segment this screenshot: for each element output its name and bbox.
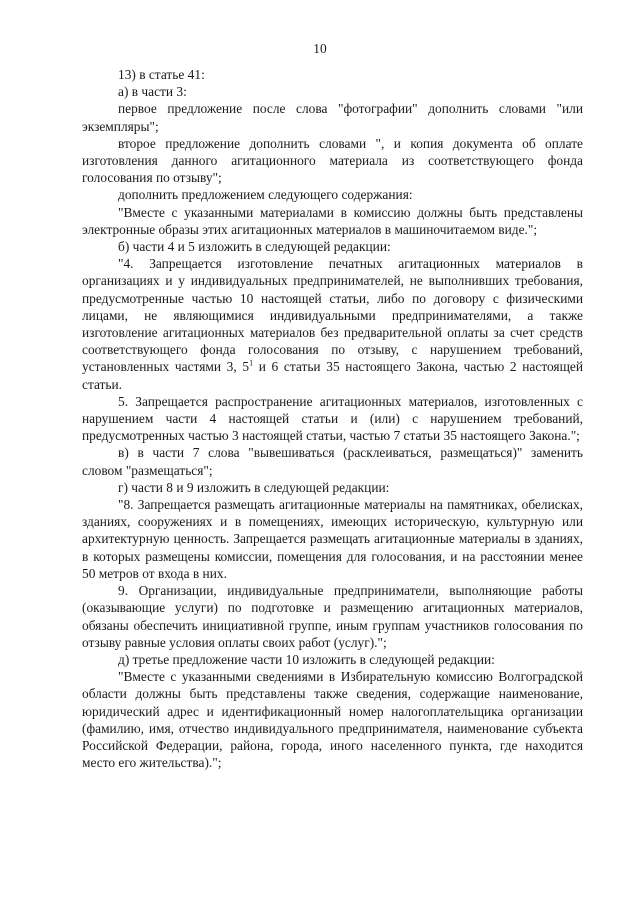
paragraph-article-41: 13) в статье 41: [118,67,205,82]
document-body [82,66,583,771]
paragraph-quote-materials: "Вместе с указанными материалами в комиссию должны быть представлены электронные образы этих агитационных материалов в машиночитаемом виде."; [82,204,583,237]
clause-4-text: "4. Запрещается изготовление печатных агитационных материалов в организациях и у индивидуальных предпринимателей, не выполнивших требования, предусмотренные частью 10 настоящей статьи, либо по договору с физическими лицами, не являющимися индивидуальными предпринимателями, а также изготовление агитационных материалов без предварительной оплаты за счет средств соответствующего фонда голосования по отзыву, с нарушением требований, установленных частями 3, [82,256,583,375]
paragraph-clause-4 [82,255,583,393]
paragraph-part-10: д) третье предложение части 10 изложить в следующей редакции: [118,651,495,667]
paragraph-parts-4-5: б) части 4 и 5 изложить в следующей редакции: [118,239,391,255]
paragraph-quote-info: "Вместе с указанными сведениями в Избирательную комиссию Волгоградской области должны быть представлены также сведения, содержащие наименование, юридический адрес и идентификационный номер налогоплательщика организации (фамилию, имя, отчество индивидуального предпринимателя, наименование субъекта Российской Федерации, района, города, иного населенного пункта, где находится место его жительства)."; [82,669,583,771]
paragraph-second-sentence: второе предложение дополнить словами ", и копия документа об оплате изготовления данного агитационного материала из соответствующего фонда голосования по отзыву"; [82,135,583,186]
page-number: 10 [313,41,327,56]
paragraph-part-3: а) в части 3: [118,84,187,100]
paragraph-clause-9: 9. Организации, индивидуальные предприниматели, выполняющие работы (оказывающие услуги) по подготовке и размещению агитационных материалов, обязаны обеспечить инициативной группе, иным группам участников голосования по отзыву равные условия оплаты своих работ (услуг)."; [82,583,583,650]
paragraph-parts-8-9: г) части 8 и 9 изложить в следующей редакции: [118,479,390,495]
paragraph-add-sentence: дополнить предложением следующего содержания: [118,187,413,203]
clause-4-superscript: 1 [249,358,254,368]
clause-4-tail: и 6 статьи 35 настоящего Закона, частью 2 настоящей статьи. [82,359,584,392]
paragraph-part-7: в) в части 7 слова "вывешиваться (расклеиваться, размещаться)" заменить словом "размещаться"; [82,445,583,478]
clause-4-ref-5: 5 [242,359,250,375]
paragraph-first-sentence: первое предложение после слова "фотографии" дополнить словами "или экземпляры"; [82,101,583,134]
paragraph-clause-8: "8. Запрещается размещать агитационные материалы на памятниках, обелисках, зданиях, сооружениях и в помещениях, имеющих историческую, культурную или архитектурную ценность. Запрещается размещать агитационные материалы в зданиях, в которых размещены комиссии, помещения для голосования, и на расстоянии менее 50 метров от входа в них. [82,497,583,581]
paragraph-clause-5: 5. Запрещается распространение агитационных материалов, изготовленных с нарушением части 4 настоящей статьи и (или) с нарушением требований, предусмотренных частью 3 настоящей статьи, частью 7 статьи 35 настоящего Закона."; [82,393,583,444]
